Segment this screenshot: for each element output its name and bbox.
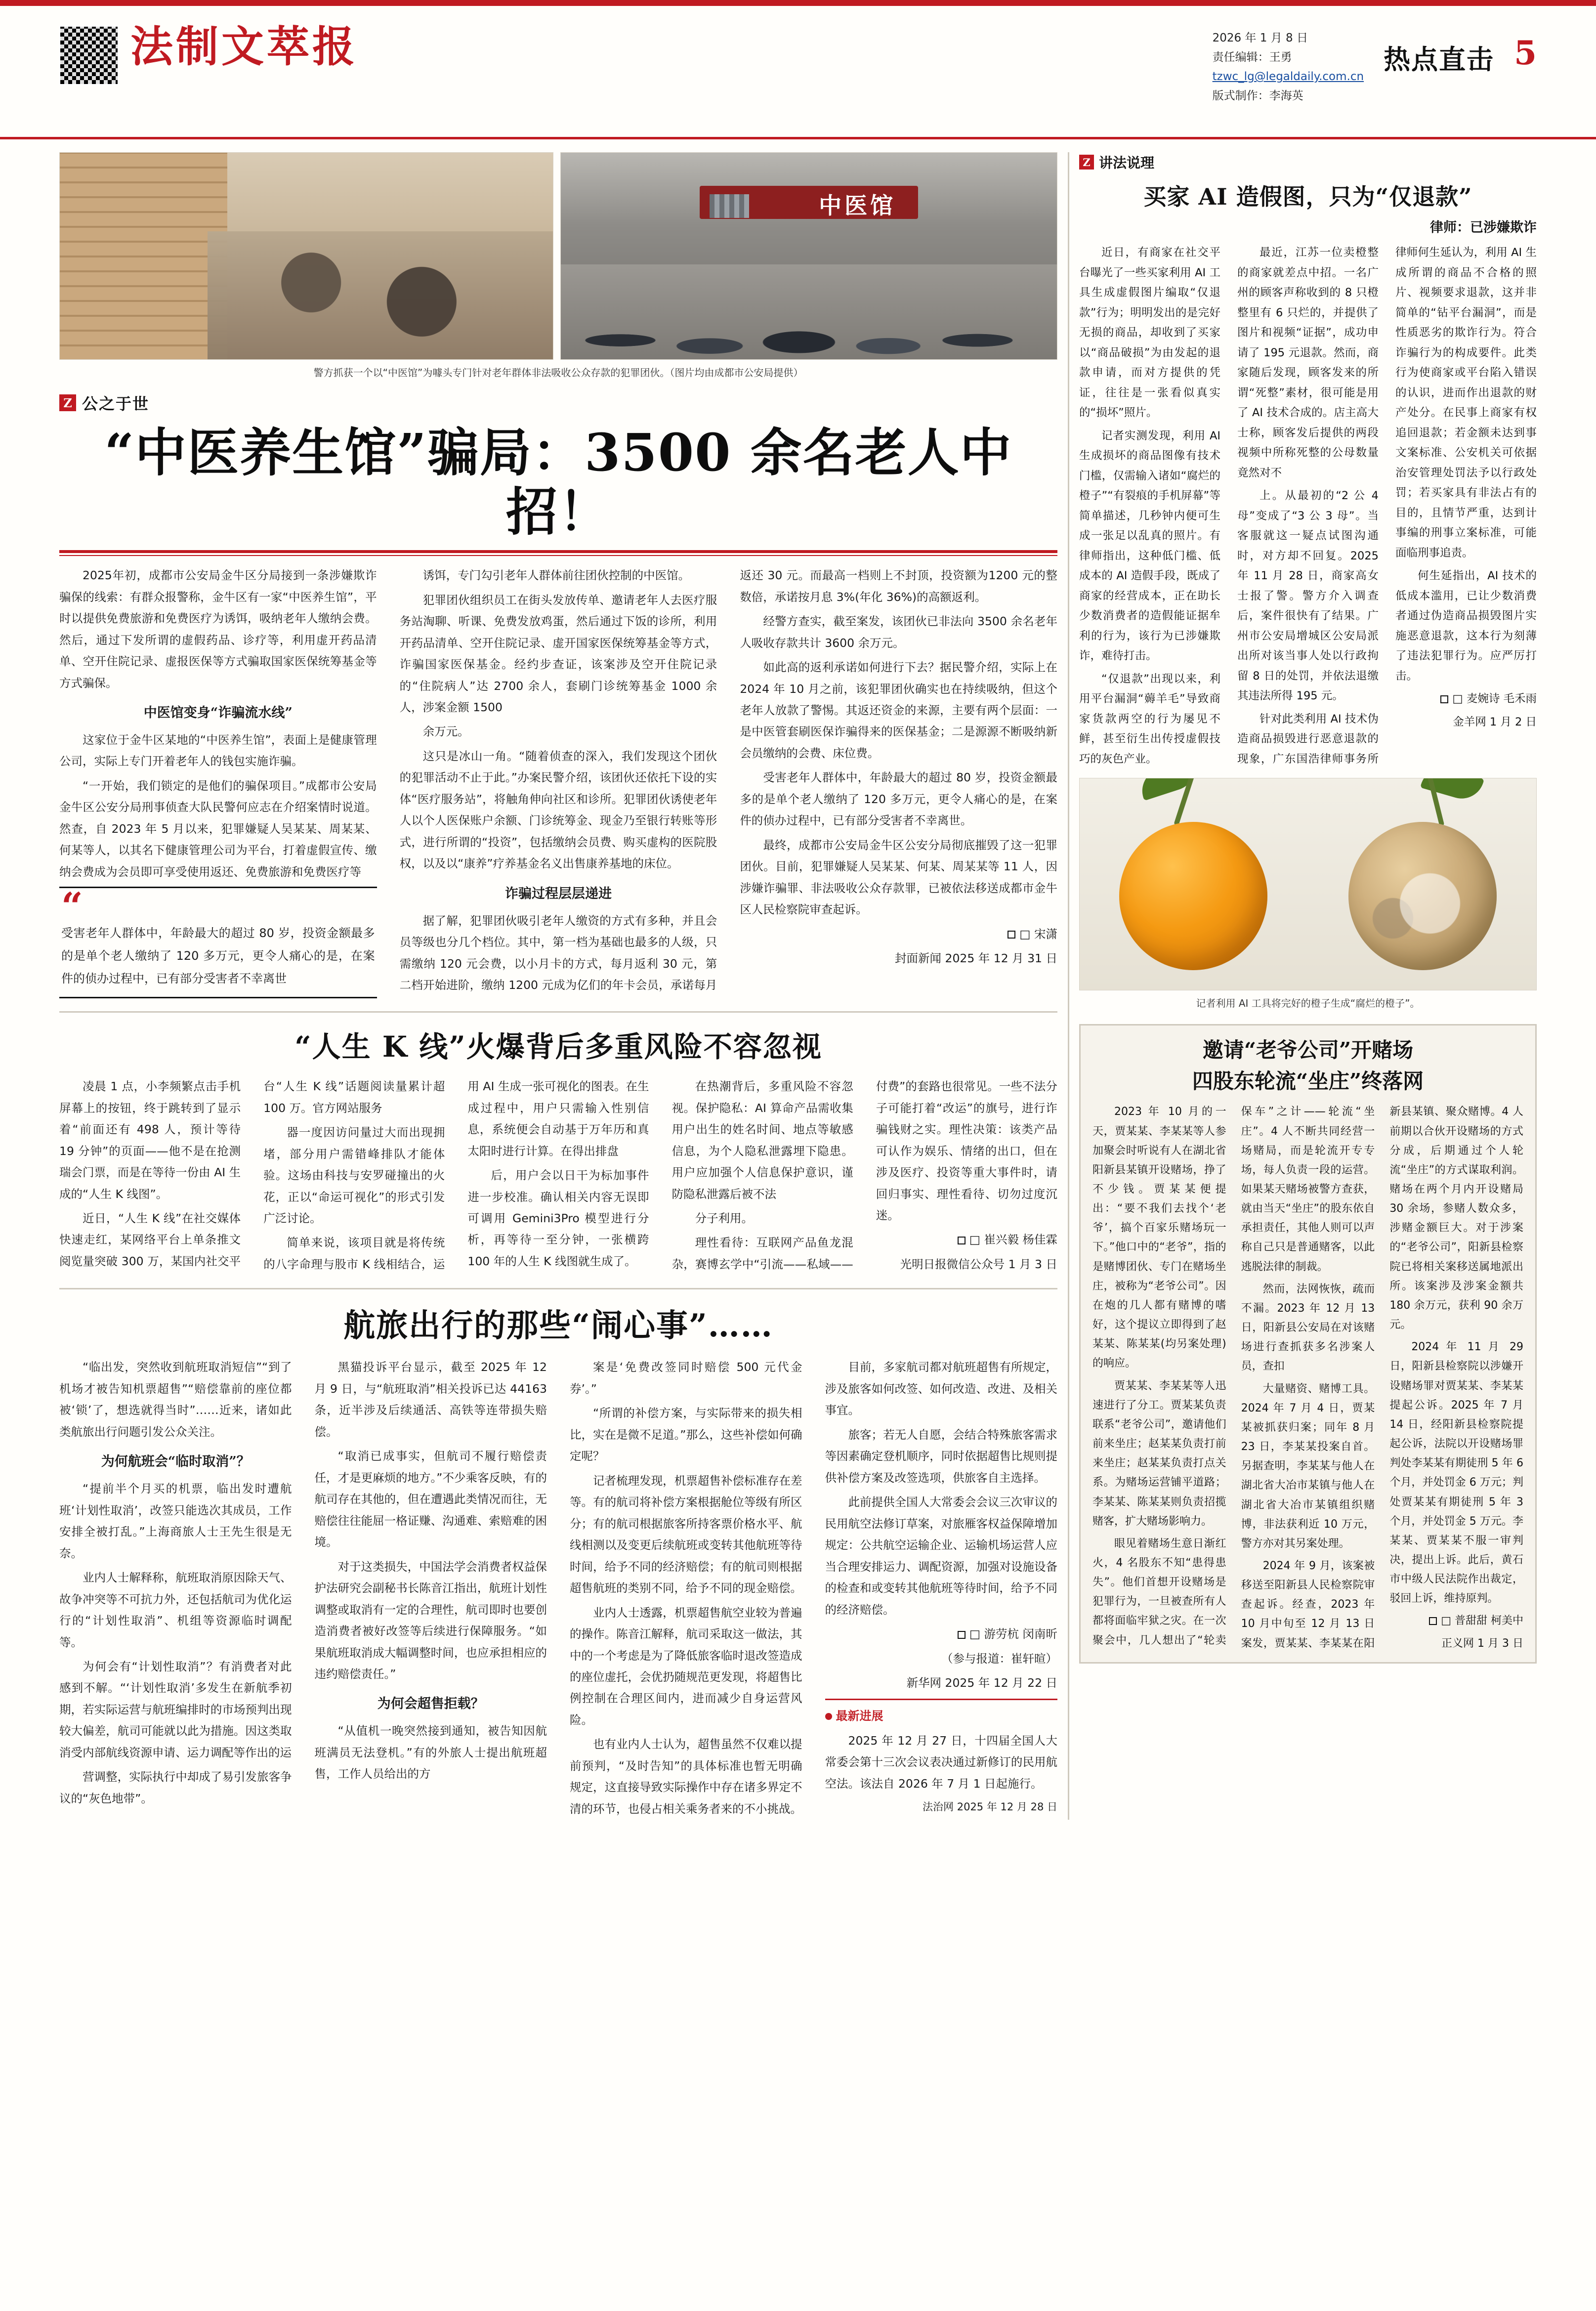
main-subhead-1: 中医馆变身“诈骗流水线” <box>143 705 293 721</box>
byline-square-icon <box>958 1631 966 1639</box>
paragraph: 目前，多家航司都对航班超售有所规定，涉及旅客如何改签、如何改造、改进、及相关事宜。 <box>825 1360 1057 1417</box>
editor-credit: 责任编辑：王勇 <box>1212 51 1292 64</box>
issue-date: 2026 年 1 月 8 日 <box>1212 32 1308 44</box>
paragraph: 凌晨 1 点，小李频繁点击手机屏幕上的按钮，终于跳转到了显示着“前面还有 498 人，预计等待 19 分钟”的页面——他不是在抢测瑞会门票，而是在等待一份由 AI 生成的“人生 K 线图”。 <box>59 1079 241 1201</box>
latest-progress-box <box>825 1699 1058 1817</box>
article3-source: 新华网 2025 年 12 月 22 日 <box>906 1675 1057 1690</box>
article2-headline: “人生 K 线”火爆背后多重风险不容忽视 <box>294 1030 822 1064</box>
byline-text: □ 崔兴毅 杨佳霖 <box>969 1233 1057 1247</box>
photo-ai-generated-oranges <box>1079 778 1537 990</box>
main-photo-caption: 警方抓获一个以“中医馆”为噱头专门针对老年群体非法吸收公众存款的犯罪团伙。（图片均由成都市公安局提供） <box>313 367 803 379</box>
right-article2 <box>1079 1024 1537 1664</box>
paragraph: 最终，成都市公安局金牛区公安分局彻底摧毁了这一犯罪团伙。目前，犯罪嫌疑人吴某某、何某、周某某等 11 人，因涉嫌诈骗罪、非法吸收公众存款罪，已被依法移送成都市金牛区人民检察院审查起诉。 <box>740 838 1057 917</box>
paragraph: “从值机一晚突然接到通知，被告知因航班满员无法登机。”有的外旅人士提出航班超售，工作人员给出的方 <box>314 1724 547 1781</box>
article2-byline <box>876 1229 1057 1250</box>
paragraph: 如此高的返利承诺如何进行下去？据民警介绍，实际上在 2024 年 10 月之前，该犯罪团伙确实也在持续吸纳，但这个老年人放款了警惕。其返还资金的来源，主要有两个层面：一是中医管套刷医保诈骗得来的医保基金；二是源源不断吸纳新会员缴纳的会费、床位费。 <box>740 660 1057 760</box>
bullet-dot-icon <box>825 1713 832 1720</box>
left-column <box>59 152 1057 1820</box>
orange-rotten <box>1348 822 1497 970</box>
pull-quote <box>59 884 377 998</box>
paragraph: 案是‘免费改签同时赔偿 500 元代金券’。” <box>570 1360 802 1396</box>
paragraph: 业内人士解释称，航班取消原因除天气、故争冲突等不可抗力外，还包括航司为优化运行的“计划性取消”、机组等资源临时调配等。 <box>59 1571 292 1649</box>
article3-subhead-1: 为何航班会“临时取消”？ <box>101 1454 250 1470</box>
right-article1-headline: 买家 AI 造假图，只为“仅退款” <box>1143 183 1472 210</box>
paragraph: 上。从最初的“2 公 4 母”变成了“3 公 3 母”。当客服就这一疑点试图沟通时，对方却不回复。2025 年 11 月 28 日，商家高女士报了警。警方介入调查后，案件很快有了结果。广州市公安局增城区公安局派出所对该当事人处以行政拘留 8 日的处罚，并依法退缴其违法所得 195 元。 <box>1237 489 1379 702</box>
main-subhead-2: 诈骗过程层层递进 <box>504 886 612 901</box>
byline-text: □ 宋潇 <box>1019 927 1057 941</box>
paragraph: 诱饵，专门勾引老年人群体前往团伙控制的中医馆。 <box>422 568 690 583</box>
paragraph: 旅客；若无人自愿，会结合特殊旅客需求等因素确定登机顺序，同时依据超售比规则提供补偿方案及改签选项，供旅客自主选择。 <box>825 1427 1057 1485</box>
page-body <box>0 139 1596 1820</box>
paragraph: 何生延指出，AI 技术的低成本滥用，已让少数消费者通过伪造商品损毁图片实施恶意退款，这本行为刻薄了违法犯罪行为。应严厉打击。 <box>1395 569 1537 683</box>
right-article1-subhead: 律师：已涉嫌欺诈 <box>1430 220 1537 235</box>
main-byline <box>740 924 1057 945</box>
photo-clinic-raid: 中医馆 <box>560 152 1057 360</box>
paragraph: 2025 年 12 月 27 日，十四届全国人大常委会第十三次会议表决通过新修订的民用航空法。该法自 2026 年 7 月 1 日起施行。 <box>825 1733 1057 1791</box>
top-red-rule <box>0 0 1596 6</box>
right-article1-source: 金羊网 1 月 2 日 <box>1453 715 1537 728</box>
paragraph: 最近，江苏一位卖橙整的商家就差点中招。一名广州的顾客声称收到的 8 只橙整里有 6 只烂的，并提供了图片和视频“证据”，成功申请了 195 元退款。然而，商家随后发现，顾客发来的所谓“死整”素材，很可能是用了 AI 技术合成的。店主高大士称，顾客发后提供的两段视频中所称死整的公母数量竟然对不 <box>1237 246 1379 479</box>
masthead <box>0 6 1596 139</box>
progress-source: 法治网 2025 年 12 月 28 日 <box>923 1801 1057 1813</box>
paragraph: 在热潮背后，多重风险不容忽视。保护隐私：AI 算命产品需收集用户出生的姓名时间、地点等敏感信息，为个人隐私泄露埋下隐患。用户应加强个人信息保护意识，谨防隐私泄露后被不法 <box>672 1079 853 1201</box>
article-divider-2 <box>59 1288 1057 1289</box>
headline-rule-thin <box>59 555 1057 556</box>
article3-byline <box>825 1624 1058 1645</box>
right-article2-byline <box>1389 1611 1523 1630</box>
paragraph: 简单来说，该项目就是将传统的八字命理与股市 K 线相结合，运用 AI 生成一张可视化的图表。在生成过程中，用户只需输入性别信息，系统便会自动基于万年历和真太阳时进行计算。在得出排盘 <box>263 1079 649 1271</box>
latest-progress-title <box>825 1705 1058 1727</box>
column-divider <box>1057 152 1079 1820</box>
paragraph: 记者梳理发现，机票超售补偿标准存在差等。有的航司将补偿方案根据舱位等级有所区分；有的航司根据旅客所持客票价格水平、航线相测以及变更后续航班或变转其他航班等待时间，给予不同的经济赔偿；有的航司则根据超售航班的类别不同，给予不同的现金赔偿。 <box>570 1473 802 1595</box>
byline-square-icon <box>958 1237 966 1244</box>
byline-square-icon <box>1429 1617 1437 1625</box>
layout-credit: 版式制作：李海英 <box>1212 89 1303 103</box>
paragraph: 业内人士透露，机票超售航空业较为普遍的操作。陈音江解释，航司采取这一做法，其中的一个考虑是为了降低旅客临时退改签造成的座位虚托，会优扔随规范更发现，将超售比例控制在合理区间内，进而减少自身运营风险。 <box>570 1605 802 1727</box>
paragraph: 受害老年人群体中，年龄最大的超过 80 岁，投资金额最多的是单个老人缴纳了 120 多万元，更令人痛心的是，在案件的侦办过程中，已有部分受害者不幸离世。 <box>740 770 1057 828</box>
byline-square-icon <box>1008 931 1015 939</box>
paragraph: 黑猫投诉平台显示，截至 2025 年 12 月 9 日，与“航班取消”相关投诉已达 44163 条，近半涉及后续通活、高铁等连带损失赔偿。 <box>314 1360 547 1439</box>
byline-text: □ 麦婉诗 毛禾雨 <box>1452 692 1537 705</box>
pull-quote-text: 受害老年人群体中，年龄最大的超过 80 岁，投资金额最多的是单个老人缴纳了 120 多万元，更令人痛心的是，在案件的侦办过程中，已有部分受害者不幸离世 <box>61 926 375 985</box>
paper-name: 法制文萃报 <box>130 22 358 72</box>
paragraph: 余万元。 <box>422 725 469 739</box>
paragraph: 近日，有商家在社交平台曝光了一些买家利用 AI 工具生成虚假图片编取“仅退款”行为；明明发出的是完好无损的商品，却收到了买家以“商品破损”为由发起的退款申请，而对方提供的凭证，往往是一张看似真实的“损坏”照片。 <box>1079 246 1220 419</box>
paragraph: 针对此类利用 AI 技术伪造商品损毁进行恶意退款的现象，广东国浩律师事务所律师何生延认为，利用 AI 生成所谓的商品不合格的照片、视频要求退款，这并非简单的“钻平台漏洞”，而是性质恶劣的欺诈行为。符合诈骗行为的构成要件。此类行为使商家或平台陷入错误的认识，进而作出退款的财产处分。在民事上商家有权追回退款；若金额未达到事文案标准、公安机关可依据治安管理处罚法予以行政处罚；若买家具有非法占有的目的，且情节严重，达到计事编的刑事立案标准，可能面临刑事追责。 <box>1237 246 1537 766</box>
main-headline: “中医养生馆”骗局：3500 余名老人中招！ <box>104 422 1012 542</box>
masthead-meta <box>1213 26 1364 106</box>
paragraph: 贾某某、李某某等人迅速进行了分工。贾某某负责联系“老爷公司”，邀请他们前来坐庄；赵某某负责打前来坐庄；赵某某负责打点关系。为赌场运营铺平道路；李某某、陈某某则负责招揽赌客，扩大赌场影响力。 <box>1092 1379 1226 1528</box>
article3-byline-2: （参与报道：崔轩暄） <box>941 1651 1057 1666</box>
paragraph: “提前半个月买的机票，临出发时遭航班‘计划性取消’，改签只能选次其成员，工作安排全被打乱。”上海商旅人士王先生很是无奈。 <box>59 1482 292 1560</box>
section-mark-icon: Z <box>1079 155 1094 170</box>
section-tag-label: 讲法说理 <box>1099 155 1155 171</box>
headline-rule-thick <box>59 550 1057 553</box>
article-divider-1 <box>59 1011 1057 1013</box>
article3-headline: 航旅出行的那些“闹心事”…… <box>343 1307 773 1345</box>
right-column <box>1079 152 1537 1820</box>
paragraph: “取消已成事实，但航司不履行赔偿责任，才是更麻烦的地方。”不少乘客反映，有的航司存在其他的，但在遭遇此类情况而往，无赔偿往往能屈一格证赚、沟通难、索赔难的困境。 <box>314 1449 547 1549</box>
right-article1-body <box>1079 243 1537 769</box>
main-article-body <box>59 565 1057 998</box>
paragraph: 然而，法网恢恢，疏而不漏。2023 年 12 月 13 日，阳新县公安局在对该赌场进行查抓获多名涉案人员，查扣 <box>1241 1283 1375 1373</box>
paragraph: 此前提供全国人大常委会会议三次审议的民用航空法修订草案，对旅雁客权益保障增加规定：公共航空运输企业、运输机场运营人应当合理安排运力、调配资源，加强对设施设备的检查和或变转其他航班等待时间，给予不同的经济赔偿。 <box>825 1495 1057 1617</box>
paragraph: 大量赌资、赌博工具。2024 年 7 月 4 日，贾某某被抓获归案；同年 8 月 23 日，李某某投案自首。另据查明，李某某与他人在湖北省大冶市某镇与他人在湖北省大冶市某镇组织赌博，非法获利近 10 万元，警方亦对其另案处理。 <box>1241 1382 1375 1550</box>
paragraph: 2024 年 9 月，该案被移送至阳新县人民检察院审查起诉。经查，2023 年 10 月中旬至 12 月 13 日案发，贾某某、李某某在阳新县某镇、聚众赌博。4 人前期以合伙开设赌场的方式分成，后期通过个人轮流“坐庄”的方式谋取利润。赌场在两个月内开设赌局 30 余场，参赌人数众多，涉赌金额巨大。对于涉案的“老爷公司”，阳新县检察院已将相关案移送属地派出所。该案涉及涉案金额共 180 余万元，获利 90 余万元。 <box>1241 1106 1523 1650</box>
right-article1-byline <box>1395 689 1537 709</box>
quote-mark-icon: “ <box>61 884 83 929</box>
orange-good <box>1119 822 1267 970</box>
section-mark-icon: Z <box>59 394 76 411</box>
paragraph: “临出发，突然收到航班取消短信”“到了机场才被告知机票超售”“赔偿靠前的座位都被‘锁’了，想选就得当时”……近来，诸如此类航旅出行问题引发公众关注。 <box>59 1360 292 1439</box>
section-tag-jiangfashuoli <box>1079 152 1537 172</box>
photo-pharmacy-interior <box>59 152 553 360</box>
article3-body <box>59 1357 1057 1820</box>
byline-text: □ 游劳杭 闵南昕 <box>969 1627 1057 1641</box>
paragraph: 为何会有“计划性取消”？有消费者对此感到不解。“‘计划性取消’多发生在新航季初期，若实际运营与航班编排时的市场预判出现较大偏差，航司可能就以此为措施。因这类取消受内部航线资源申请、运力调配等作出的运 <box>59 1659 292 1759</box>
main-source: 封面新闻 2025 年 12 月 31 日 <box>895 951 1057 966</box>
paragraph: 也有业内人士认为，超售虽然不仅难以提前预判，“及时告知”的具体标准也暂无明确规定，这直接导致实际操作中存在诸多界定不清的环节，也侵占相关乘务者来的不小挑战。 <box>570 1737 802 1816</box>
section-tag-label: 公之于世 <box>82 394 150 413</box>
right-article2-headline-line1: 邀请“老爷公司”开赌场 <box>1202 1038 1414 1062</box>
article3-subhead-2: 为何会超售拒载？ <box>377 1696 484 1712</box>
paragraph: 后，用户会以日干为标加事件进一步校准。确认相关内容无误即可调用 Gemini3Pro 模型进行分析，再等待一至分钟，一张横跨 100 年的人生 K 线图就生成了。 <box>467 1168 649 1268</box>
right-article2-headline-line2: 四股东轮流“坐庄”终落网 <box>1192 1069 1424 1093</box>
right-photo-caption: 记者利用 AI 工具将完好的橙子生成“腐烂的橙子”。 <box>1196 997 1420 1009</box>
qr-code-icon[interactable] <box>59 26 119 85</box>
paragraph: 犯罪团伙组织员工在街头发放传单、邀请老年人去医疗服务站淘聊、听课、免费发放鸡蛋，然后通过下饭的诊所，利用开药品清单、空开住院记录、虚开国家医保统筹基金等方式，诈骗国家医保基金。经约步查证，该案涉及空开住院记录的“住院病人”达 2700 余人，套刷门诊统筹基金 1000 余人，涉案金额 1500 <box>399 593 717 714</box>
paragraph: 器一度因访问量过大而出现拥堵，部分用户需错峰排队才能体验。这场由科技与安罗碰撞出的火花，正以“命运可视化”的形式引发广泛讨论。 <box>263 1125 445 1225</box>
paragraph: 营调整，实际执行中却成了易引发旅客争议的“灰色地带”。 <box>59 1770 292 1805</box>
paragraph: “所谓的补偿方案，与实际带来的损失相比，实在是微不足道。”那么，这些补偿如何确定呢？ <box>570 1406 802 1463</box>
article2-body <box>59 1076 1057 1275</box>
right-article2-source: 正义网 1 月 3 日 <box>1441 1637 1523 1650</box>
paragraph: 理性看待：互联网产品鱼龙混杂，赛博玄学中“引流——私域——付费”的套路也很常见。一些不法分子可能打着“改运”的旗号，进行诈骗钱财之实。理性决策：该类产品可认作为娱乐、情绪的出口，但在涉及医疗、投资等重大事件时，请回归事实、理性看待、切勿过度沉迷。 <box>672 1079 1057 1271</box>
paragraph: 分子利用。 <box>695 1211 754 1225</box>
section-tag-gongzhiyushi <box>59 391 149 414</box>
byline-square-icon <box>1440 695 1448 703</box>
paragraph: 对于这类损失，中国法学会消费者权益保护法研究会副秘书长陈音江指出，航班计划性调整或取消有一定的合理性，航司即时也要创造消费者被好改签等后续进行保障服务。“如果航班取消成大幅调整时间，也应承担相应的违约赔偿责任。” <box>314 1559 547 1681</box>
main-photo-row <box>59 152 1057 360</box>
paragraph: 2024 年 11 月 29 日，阳新县检察院以涉嫌开设赌场罪对贾某某、李某某提起公诉。2025 年 7 月 14 日，经阳新县检察院提起公诉，法院以开设赌场罪判处李某某有期徒刑 5 年 6 个月，并处罚金 6 万元；判处贾某某有期徒刑 5 年 3 个月，并处罚金 5 万元。李某某、贾某某不服一审判决，提出上诉。此后，黄石市中级人民法院作出裁定，驳回上诉，维持原判。 <box>1389 1341 1523 1605</box>
paragraph: 2025年初，成都市公安局金牛区分局接到一条涉嫌欺诈骗保的线索：有群众报警称，金牛区有一家“中医养生馆”，平时以提供免费旅游和免费医疗为诱饵，吸纳老年人缴纳会费。然后，通过下发所谓的虚假药品、诊疗等，利用虚开药品清单、空开住院记录、虚报医保等方式骗取国家医保统筹基金等方式骗保。 <box>59 568 377 690</box>
contact-email[interactable]: tzwc_lg@legaldaily.com.cn <box>1212 70 1364 84</box>
paragraph: “仅退款”出现以来，利用平台漏洞“薅羊毛”导致商家货款两空的行为屡见不鲜，甚至衍生出传授虚假技巧的灰色产业。 <box>1079 672 1220 766</box>
section-title: 热点直击 <box>1384 43 1495 75</box>
masthead-right <box>1213 26 1537 106</box>
paragraph: 记者实测发现，利用 AI 生成损坏的商品图像有技术门槛，仅需输入诸如“腐烂的橙子”“有裂痕的手机屏幕”等简单描述，几秒钟内便可生成一张足以乱真的照片。有律师指出，这种低门槛、低成本的 AI 造假手段，既成了商家的经营成本，正在助长少数消费者的造假能证据牟利的行为，该行为已涉嫌欺诈，难待打击。 <box>1079 429 1220 662</box>
paragraph: 眼见着赌场生意日渐红火，4 名股东不知“患得患失”。他们首想开设赌场是犯罪行为，一旦被查所有人都将面临牢狱之灾。在一次聚会中，几人想出了“轮卖保车”之计——轮流“坐庄”。4 人不断共同经营一场赌局，而是轮流开专专场，每人负责一段的运营。如果某天赌场被警方查获，就由当天“坐庄”的股东依自承担责任，其他人则可以声称自己只是普通赌客，以此逃脱法律的制裁。 <box>1092 1106 1375 1647</box>
paragraph: 2023 年 10 月的一天，贾某某、李某某等人参加聚会时听说有人在湖北省阳新县某镇开设赌场，挣了不少钱。贾某某便提出：“要不我们去找个‘老爷’，搞个百家乐赌场玩一下。”他口中的“老爷”，指的是赌博团伙、专门在赌场坐庄，被称为“老爷公司”。因在炮的几人都有赌博的嗜好，这个提议立即得到了赵某某、陈某某(均另案处理)的响应。 <box>1092 1106 1226 1370</box>
paper-logo <box>130 22 358 72</box>
paragraph: 经警方查实，截至案发，该团伙已非法向 3500 余名老年人吸收存款共计 3600 余万元。 <box>740 614 1057 650</box>
page-number: 5 <box>1514 34 1537 72</box>
article2-source: 光明日报微信公众号 1 月 3 日 <box>900 1257 1057 1271</box>
paragraph: “一开始，我们锁定的是他们的骗保项目。”成都市公安局金牛区公安分局刑事侦查大队民警何应志在介绍案情时说道。然查，自 2023 年 5 月以来，犯罪嫌疑人吴某某、周某某、何某等人，以其名下健康管理公司为平台，打着虚假宣传、缴纳会费成为会员即可享受使用返还、免费旅游和免费医疗等 <box>59 778 377 879</box>
paragraph: 这家位于金牛区某地的“中医养生馆”，表面上是健康管理公司，实际上专门开着老年人的钱包实施诈骗。 <box>59 732 377 769</box>
paragraph: 这只是冰山一角。“随着侦查的深入，我们发现这个团伙的犯罪活动不止于此。”办案民警介绍，该团伙还依托下设的实体“医疗服务站”，将触角伸向社区和诊所。犯罪团伙诱使老年人以个人医保账户余额、门诊统筹金、现金乃至银行转账等形式，进行所谓的“投资”，包括缴纳会员费、购买虚构的医院股权，以及以“康养”疗养基金名义出售康养基地的床位。 <box>399 749 717 871</box>
right-article2-body <box>1092 1102 1523 1653</box>
paragraph: 据了解，犯罪团伙吸引老年人缴资的方式有多种，并且会员等级也分几个档位。其中，第一档为基础也最多的人级，只需缴纳 120 元会费，以小月卡的方式，每月返利 30 元，第二档开始进阶，缴纳 1200 元成为亿们的年卡会员，承诺每月返还 30 元。而最高一档则上不封顶，投资额为1200 元的整数倍，承诺按月息 3%(年化 36%)的高额返利。 <box>399 568 1057 992</box>
progress-label: 最新进展 <box>836 1709 883 1723</box>
byline-text: □ 普甜甜 柯美中 <box>1441 1615 1523 1627</box>
paragraph: 近日，“人生 K 线”在社交媒体快速走红，某网络平台上单条推文阅览量突破 300 万，某国内社交平台“人生 K 线”话题阅读量累计超 100 万。官方网站服务 <box>59 1079 445 1268</box>
